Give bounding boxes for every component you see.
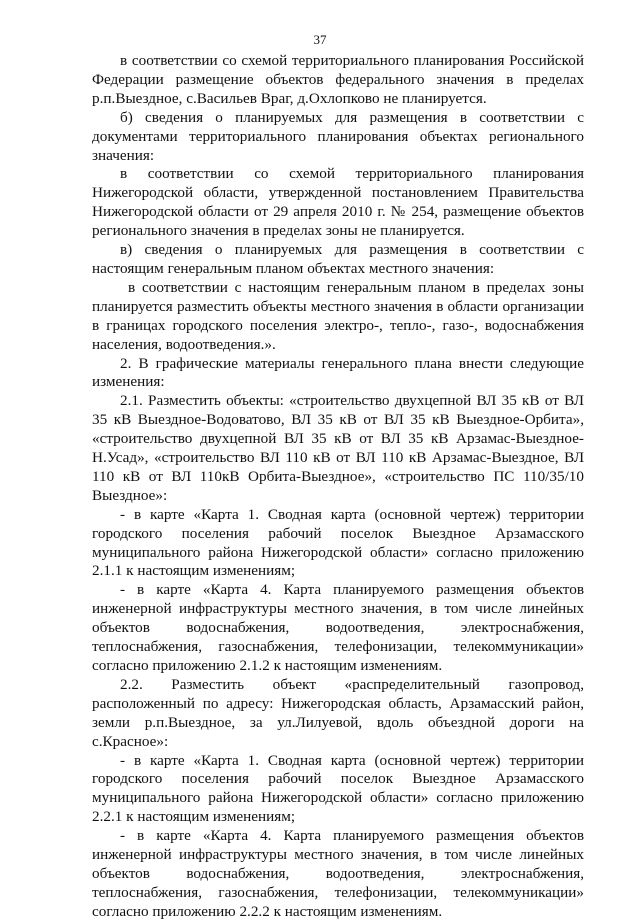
paragraph-2-2-gas-pipeline: 2.2. Разместить объект «распределительный газопровод, расположенный по адресу: Нижегородская область, Арзамасский район, земли р.п.Выездное, за ул.Лилуевой, вдоль объездной дороги на с.Красное»:	[92, 675, 584, 750]
paragraph-2-1-map-1: - в карте «Карта 1. Сводная карта (основной чертеж) территории городского поселения рабочий поселок Выездное Арзамасского муниципального района Нижегородской области» согласно приложению 2.1.1 к настоящим изменениям;	[92, 505, 584, 580]
paragraph-c-local-heading: в) сведения о планируемых для размещения в соответствии с настоящим генеральным планом объектах местного значения:	[92, 241, 584, 277]
paragraph-local-objects: в соответствии с настоящим генеральным планом в пределах зоны планируется разместить объекты местного значения в области организации в границах городского поселения электро-, тепло-, газо-, водоснабжения населения, водоотведения.».	[92, 278, 584, 353]
paragraph-federal-objects: в соответствии со схемой территориального планирования Российской Федерации размещение объектов федерального значения в пределах р.п.Выездное, с.Васильев Враг, д.Охлопково не планируется.	[92, 52, 584, 107]
page-number: 37	[313, 32, 327, 47]
paragraph-2-1-power-lines: 2.1. Разместить объекты: «строительство двухцепной ВЛ 35 кВ от ВЛ 35 кВ Выездное-Водоватово, ВЛ 35 кВ от ВЛ 35 кВ Выездное-Орбита», «строительство двухцепной ВЛ 35 кВ от ВЛ 35 кВ Арзамас-Выездное-Н.Усад», «строительство ВЛ 110 кВ от ВЛ 110 кВ Арзамас-Выездное, ВЛ 110 кВ от ВЛ 110кВ Орбита-Выездное», «строительство ПС 110/35/10 Выездное»:	[92, 392, 584, 504]
paragraph-2-2-map-1: - в карте «Карта 1. Сводная карта (основной чертеж) территории городского поселения рабочий поселок Выездное Арзамасского муниципального района Нижегородской области» согласно приложению 2.2.1 к настоящим изменениям;	[92, 751, 584, 826]
paragraph-2-1-map-4: - в карте «Карта 4. Карта планируемого размещения объектов инженерной инфраструктуры местного значения, в том числе линейных объектов водоснабжения, водоотведения, электроснабжения, теплоснабжения, газоснабжения, телефонизации, телекоммуникации» согласно приложению 2.1.2 к настоящим изменениям.	[92, 581, 584, 674]
paragraph-b-regional-heading: б) сведения о планируемых для размещения в соответствии с документами территориального планирования объектах регионального значения:	[92, 108, 584, 164]
paragraph-2-2-map-4: - в карте «Карта 4. Карта планируемого размещения объектов инженерной инфраструктуры местного значения, в том числе линейных объектов водоснабжения, водоотведения, электроснабжения, теплоснабжения, газоснабжения, телефонизации, телекоммуникации» согласно приложению 2.2.2 к настоящим изменениям.	[92, 827, 584, 920]
document-body	[92, 52, 584, 922]
paragraph-2-graphic-materials: 2. В графические материалы генерального плана внести следующие изменения:	[92, 354, 584, 391]
paragraph-regional-scheme: в соответствии со схемой территориального планирования Нижегородской области, утвержденной постановлением Правительства Нижегородской области от 29 апреля 2010 г. № 254, размещение объектов регионального значения в пределах зоны не планируется.	[92, 165, 584, 240]
